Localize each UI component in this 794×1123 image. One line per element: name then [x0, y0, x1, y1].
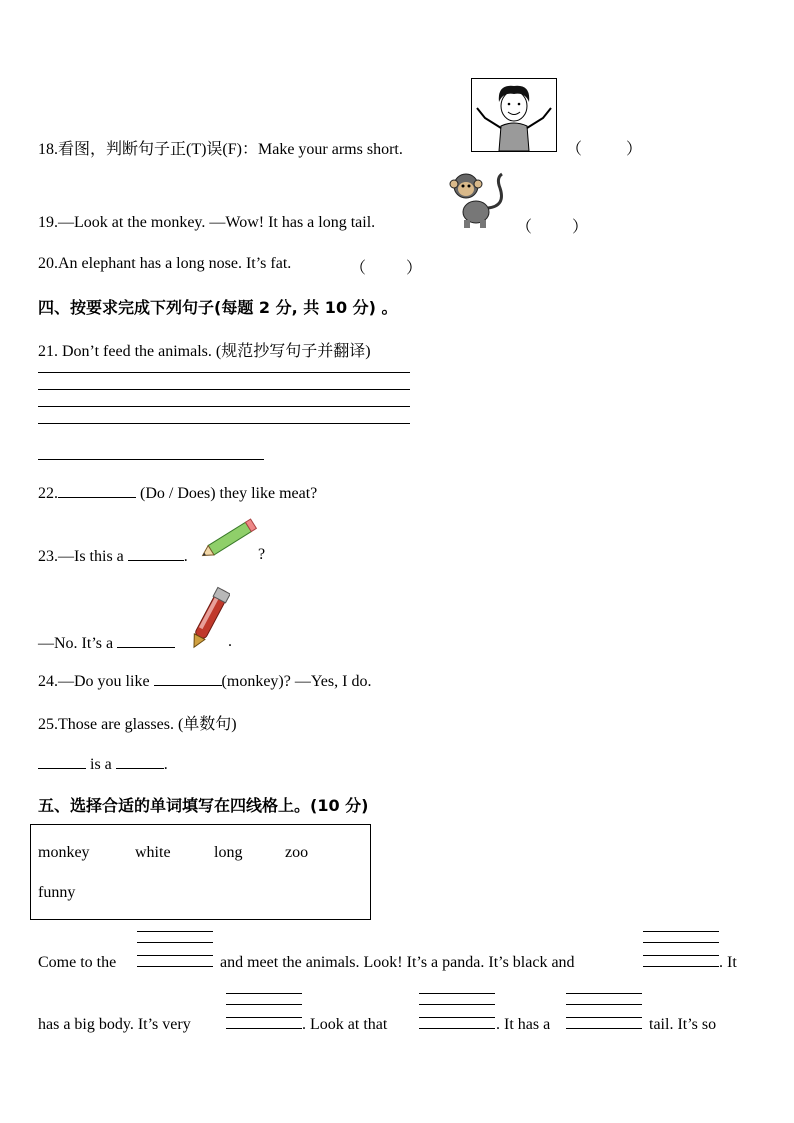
q23-answer [38, 633, 175, 653]
q18-text: 18.看图，判断句子正(T)误(F)：Make your arms short. [38, 141, 403, 158]
q21-writing-line-1[interactable] [38, 372, 410, 373]
q23-answer-prefix: —No. It’s a [38, 635, 114, 652]
q22-sentence [38, 483, 317, 503]
section-4-title: 四、按要求完成下列句子(每题 2 分, 共 10 分) 。 [38, 298, 398, 317]
q25-text: 25.Those are glasses. (单数句) [38, 716, 237, 733]
four-line-blank-1[interactable] [137, 931, 213, 967]
q19-answer-paren[interactable]: （ ） [516, 219, 589, 236]
word-bank-word: white [135, 844, 171, 861]
passage-line1-c: . It [719, 954, 737, 971]
q20-answer-paren[interactable]: （ ） [350, 260, 423, 277]
q25-blank-1[interactable] [38, 754, 86, 769]
pen-icon [188, 583, 230, 655]
word-bank-box [30, 824, 371, 920]
section-5-title: 五、选择合适的单词填写在四线格上。(10 分) [38, 796, 369, 815]
passage-line2-c: . It has a [496, 1016, 551, 1033]
word-bank-word: funny [38, 884, 76, 901]
passage-line2-b: . Look at that [302, 1016, 388, 1033]
four-line-blank-2[interactable] [643, 931, 719, 967]
four-line-blank-5[interactable] [566, 993, 642, 1029]
q21-translation-line[interactable] [38, 459, 264, 460]
four-line-blank-3[interactable] [226, 993, 302, 1029]
q22-prefix: 22. [38, 485, 58, 502]
q21-text: 21. Don’t feed the animals. (规范抄写句子并翻译) [38, 343, 371, 360]
q23-question: 23.—Is this a . [38, 548, 188, 565]
q25-blank-2[interactable] [116, 754, 164, 769]
word-bank-word: long [214, 844, 243, 861]
q25-answer: is a . [38, 754, 168, 774]
q19-text: 19.—Look at the monkey. —Wow! It has a long tail. [38, 214, 376, 231]
q24-prefix: 24.—Do you like [38, 673, 150, 690]
q21-writing-line-4[interactable] [38, 423, 410, 424]
q23-prefix: 23.—Is this a [38, 548, 124, 565]
monkey-icon [444, 168, 508, 230]
q22-blank[interactable] [58, 483, 136, 498]
passage-line1-a: Come to the [38, 954, 117, 971]
q24-sentence [38, 671, 371, 691]
passage-line2-d: tail. It’s so [649, 1016, 717, 1033]
pencil-icon [198, 516, 262, 562]
q24-blank[interactable] [154, 671, 222, 686]
q21-writing-line-3[interactable] [38, 406, 410, 407]
person-shrugging-icon [471, 78, 557, 152]
q23-blank-2[interactable] [117, 633, 175, 648]
word-bank-word: zoo [285, 844, 309, 861]
q21-writing-line-2[interactable] [38, 389, 410, 390]
q20-text: 20.An elephant has a long nose. It’s fat. [38, 255, 292, 272]
q22-suffix: (Do / Does) they like meat? [140, 485, 318, 502]
q23-answer-period: . [228, 633, 232, 650]
q24-suffix: (monkey)? —Yes, I do. [221, 673, 372, 690]
passage-line1-b: and meet the animals. Look! It’s a panda. It’s black and [220, 954, 575, 971]
passage-line2-a: has a big body. It’s very [38, 1016, 191, 1033]
q23-question-mark: ? [258, 546, 266, 563]
q23-blank-1[interactable] [128, 546, 184, 561]
q25-mid: is a [90, 756, 112, 773]
q18-answer-paren[interactable]: （ ） [566, 141, 643, 158]
word-bank-word: monkey [38, 844, 90, 861]
four-line-blank-4[interactable] [419, 993, 495, 1029]
